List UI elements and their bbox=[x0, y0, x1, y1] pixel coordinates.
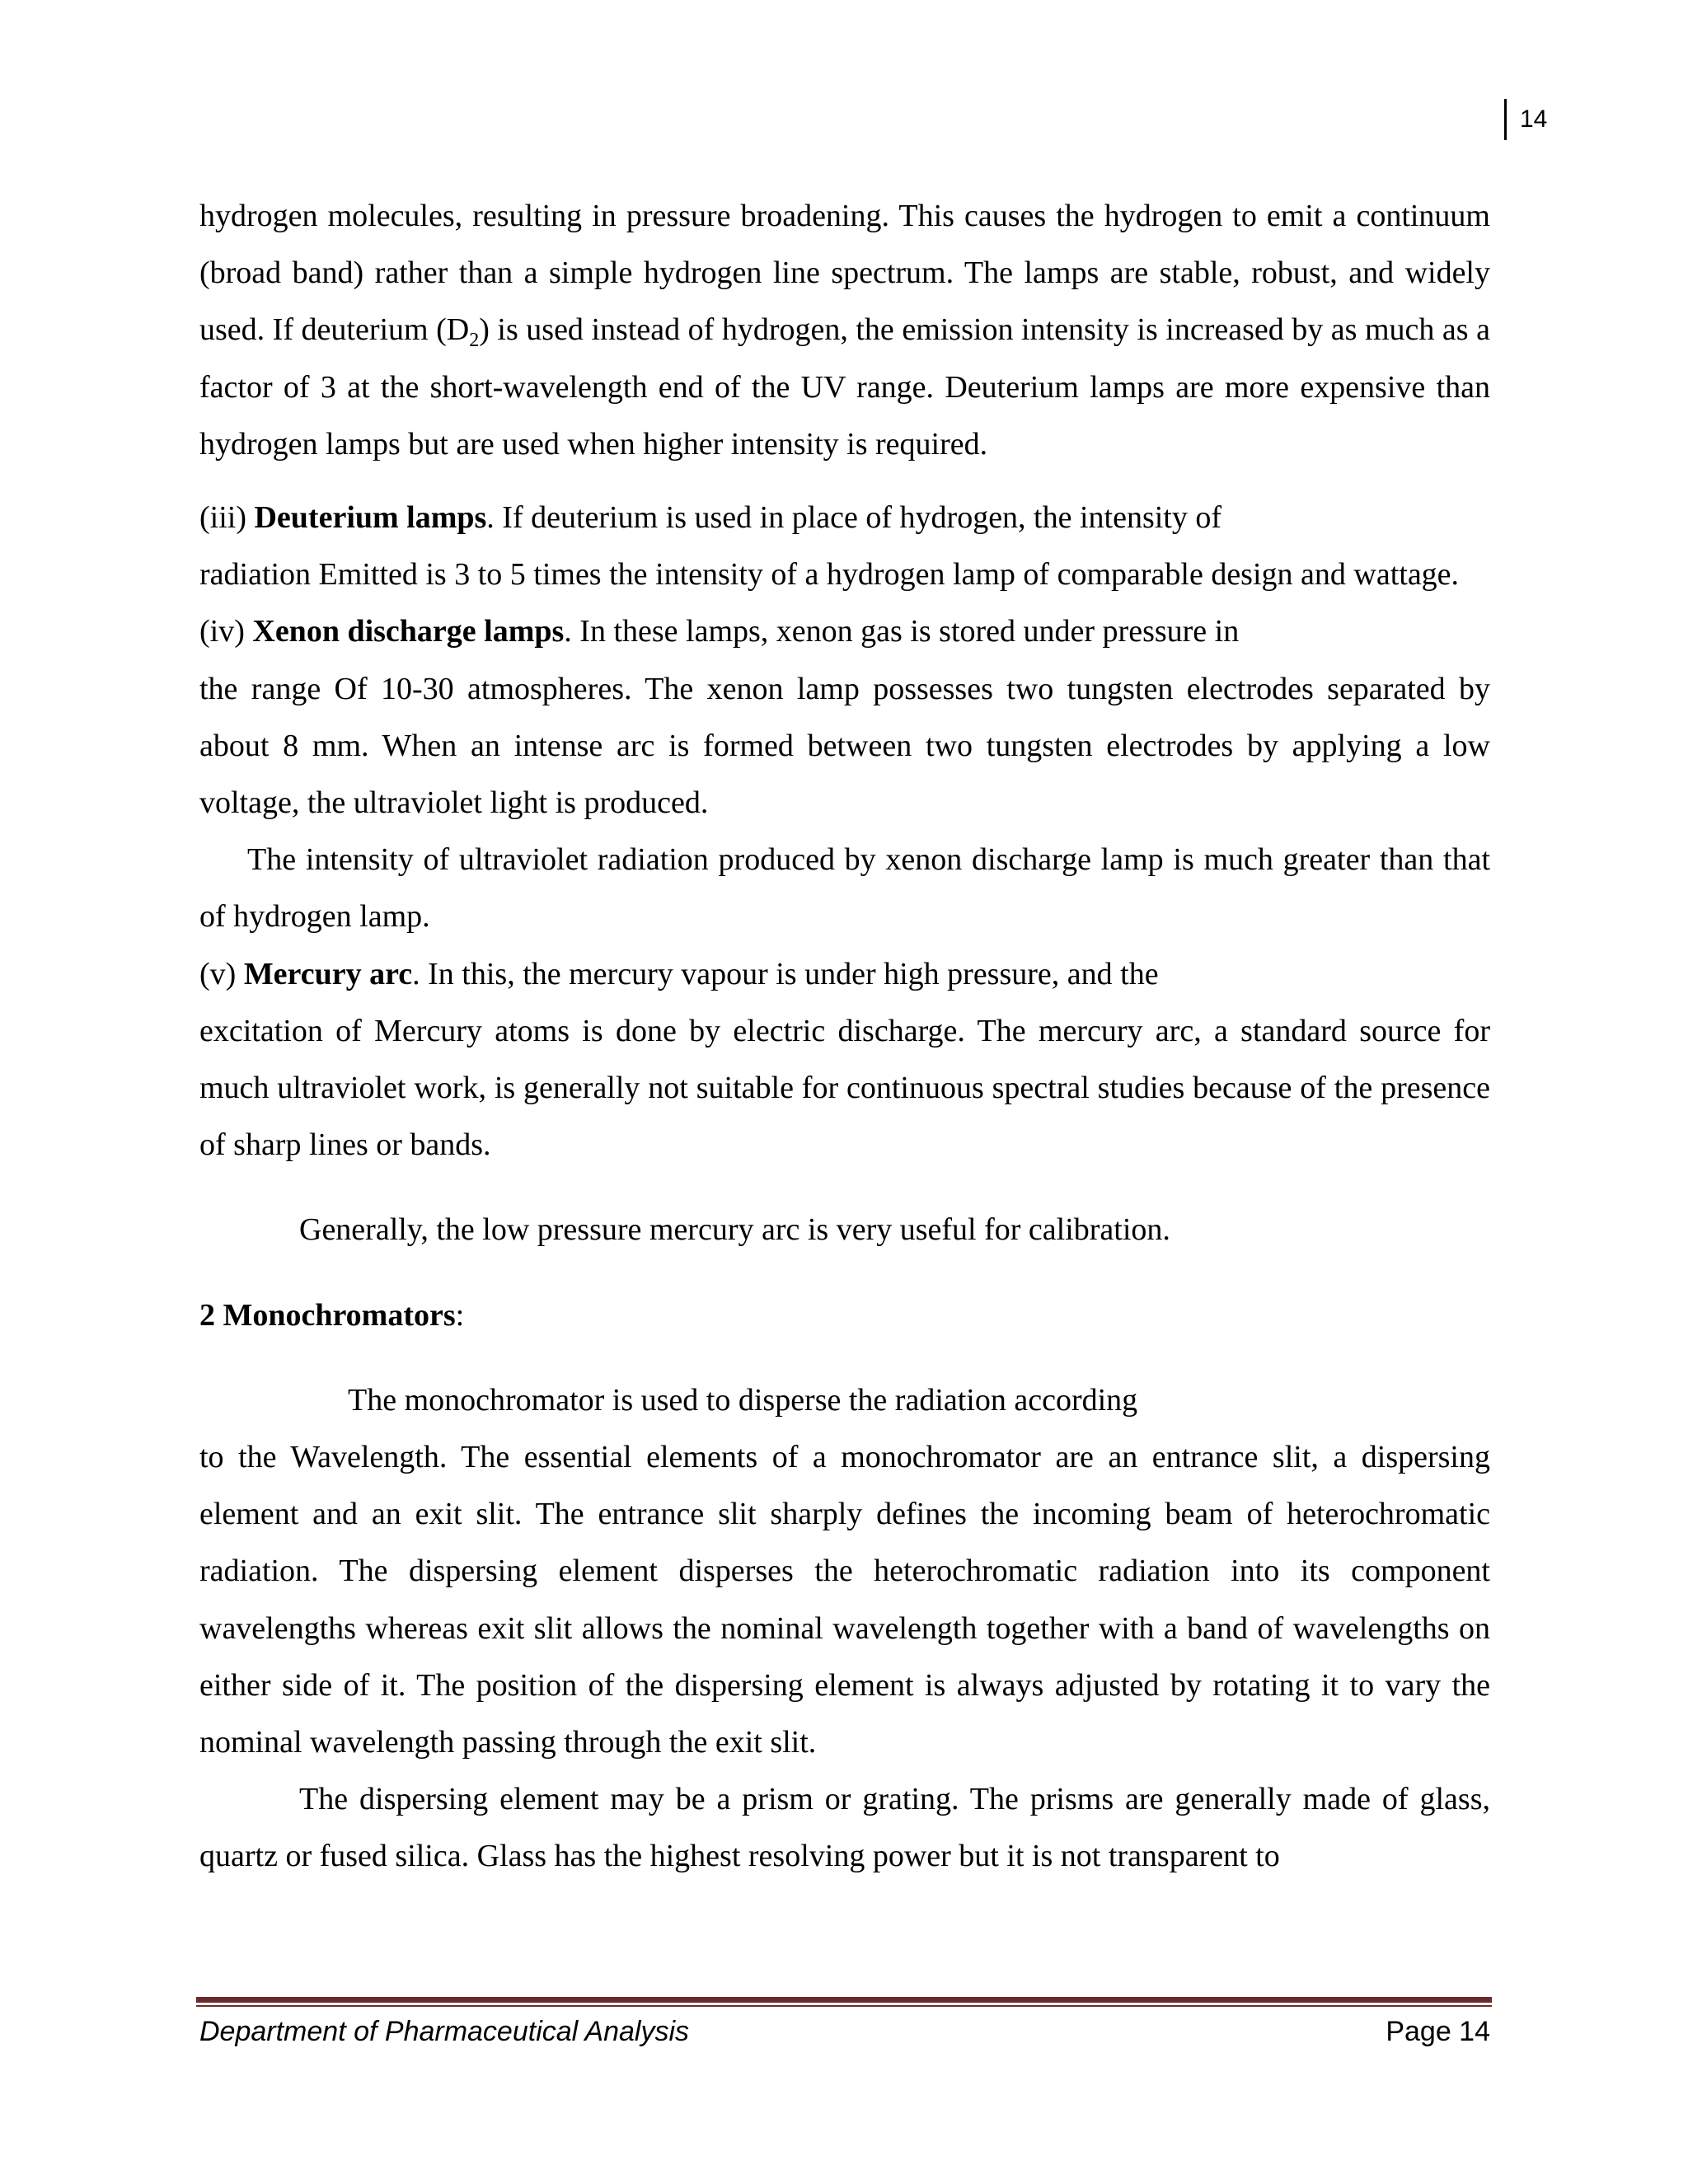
item-iii-body: radiation Emitted is 3 to 5 times the intensity of a hydrogen lamp of comparable design and wattage. bbox=[199, 557, 1460, 593]
item-iii-first-line: (iii) Deuterium lamps. If deuterium is used in place of hydrogen, the intensity of bbox=[199, 500, 1222, 536]
deuterium-lamps-heading: Deuterium lamps bbox=[254, 500, 487, 536]
monochromator-body: to the Wavelength. The essential elements of a monochromator are an entrance slit, a dispersing element and an exit slit. The entrance slit sharply defines the incoming beam of heterochromatic radiation. The dispersing element disperses the heterochromatic radiation into its component wavelengths whereas exit slit allows the nominal wavelength together with a band of wavelengths on either side of it. The position of the dispersing element is always adjusted by rotating it to vary the nominal wavelength passing through the exit slit. bbox=[199, 1440, 1490, 1760]
footer-department: Department of Pharmaceutical Analysis bbox=[199, 2016, 690, 2047]
footer-page-label: Page 14 bbox=[1386, 2016, 1490, 2047]
item-iv-body: the range Of 10-30 atmospheres. The xenon lamp possesses two tungsten electrodes separated by about 8 mm. When an intense arc is formed between two tungsten electrodes by applying a low voltage, the ultraviolet light is produced. bbox=[199, 671, 1490, 821]
footer-rule-thick bbox=[196, 1997, 1492, 2003]
item-iv-first-line: (iv) Xenon discharge lamps. In these lamps, xenon gas is stored under pressure in bbox=[199, 614, 1240, 649]
monochromator-first-line: The monochromator is used to disperse the radiation according bbox=[348, 1382, 1138, 1418]
calibration-paragraph: Generally, the low pressure mercury arc is very useful for calibration. bbox=[299, 1212, 1170, 1248]
section-heading-monochromators: 2 Monochromators: bbox=[199, 1297, 465, 1333]
item-v-first-line: (v) Mercury arc. In this, the mercury vapour is under high pressure, and the bbox=[199, 956, 1159, 991]
body-text bbox=[199, 188, 1490, 1886]
dispersing-element-paragraph: The dispersing element may be a prism or grating. The prisms are generally made of glass, quartz or fused silica. Glass has the highest resolving power but it is not transparent to bbox=[199, 1782, 1490, 1874]
xenon-lamps-heading: Xenon discharge lamps bbox=[252, 614, 565, 649]
paragraph-hydrogen-lamps: hydrogen molecules, resulting in pressure broadening. This causes the hydrogen to emit a continuum (broad band) rather than a simple hydrogen line spectrum. The lamps are stable, robust, and widely used. If deuterium $(D_2)$ is used instead of hydrogen, the emission intensity is increased by as much as a factor of 3 at the short-wavelength end of the UV range. Deuterium lamps are more expensive than hydrogen lamps but are used when higher intensity is required. bbox=[199, 199, 1490, 462]
xenon-intensity-paragraph: The intensity of ultraviolet radiation produced by xenon discharge lamp is much greater than that of hydrogen lamp. bbox=[199, 842, 1490, 935]
footer-rule-thin bbox=[196, 2005, 1492, 2007]
header-page-number: 14 bbox=[1504, 99, 1547, 140]
item-v-body: excitation of Mercury atoms is done by electric discharge. The mercury arc, a standard source for much ultraviolet work, is generally not suitable for continuous spectral studies because of the presence of sharp lines or bands. bbox=[199, 1013, 1490, 1163]
mercury-arc-heading: Mercury arc bbox=[243, 956, 413, 991]
